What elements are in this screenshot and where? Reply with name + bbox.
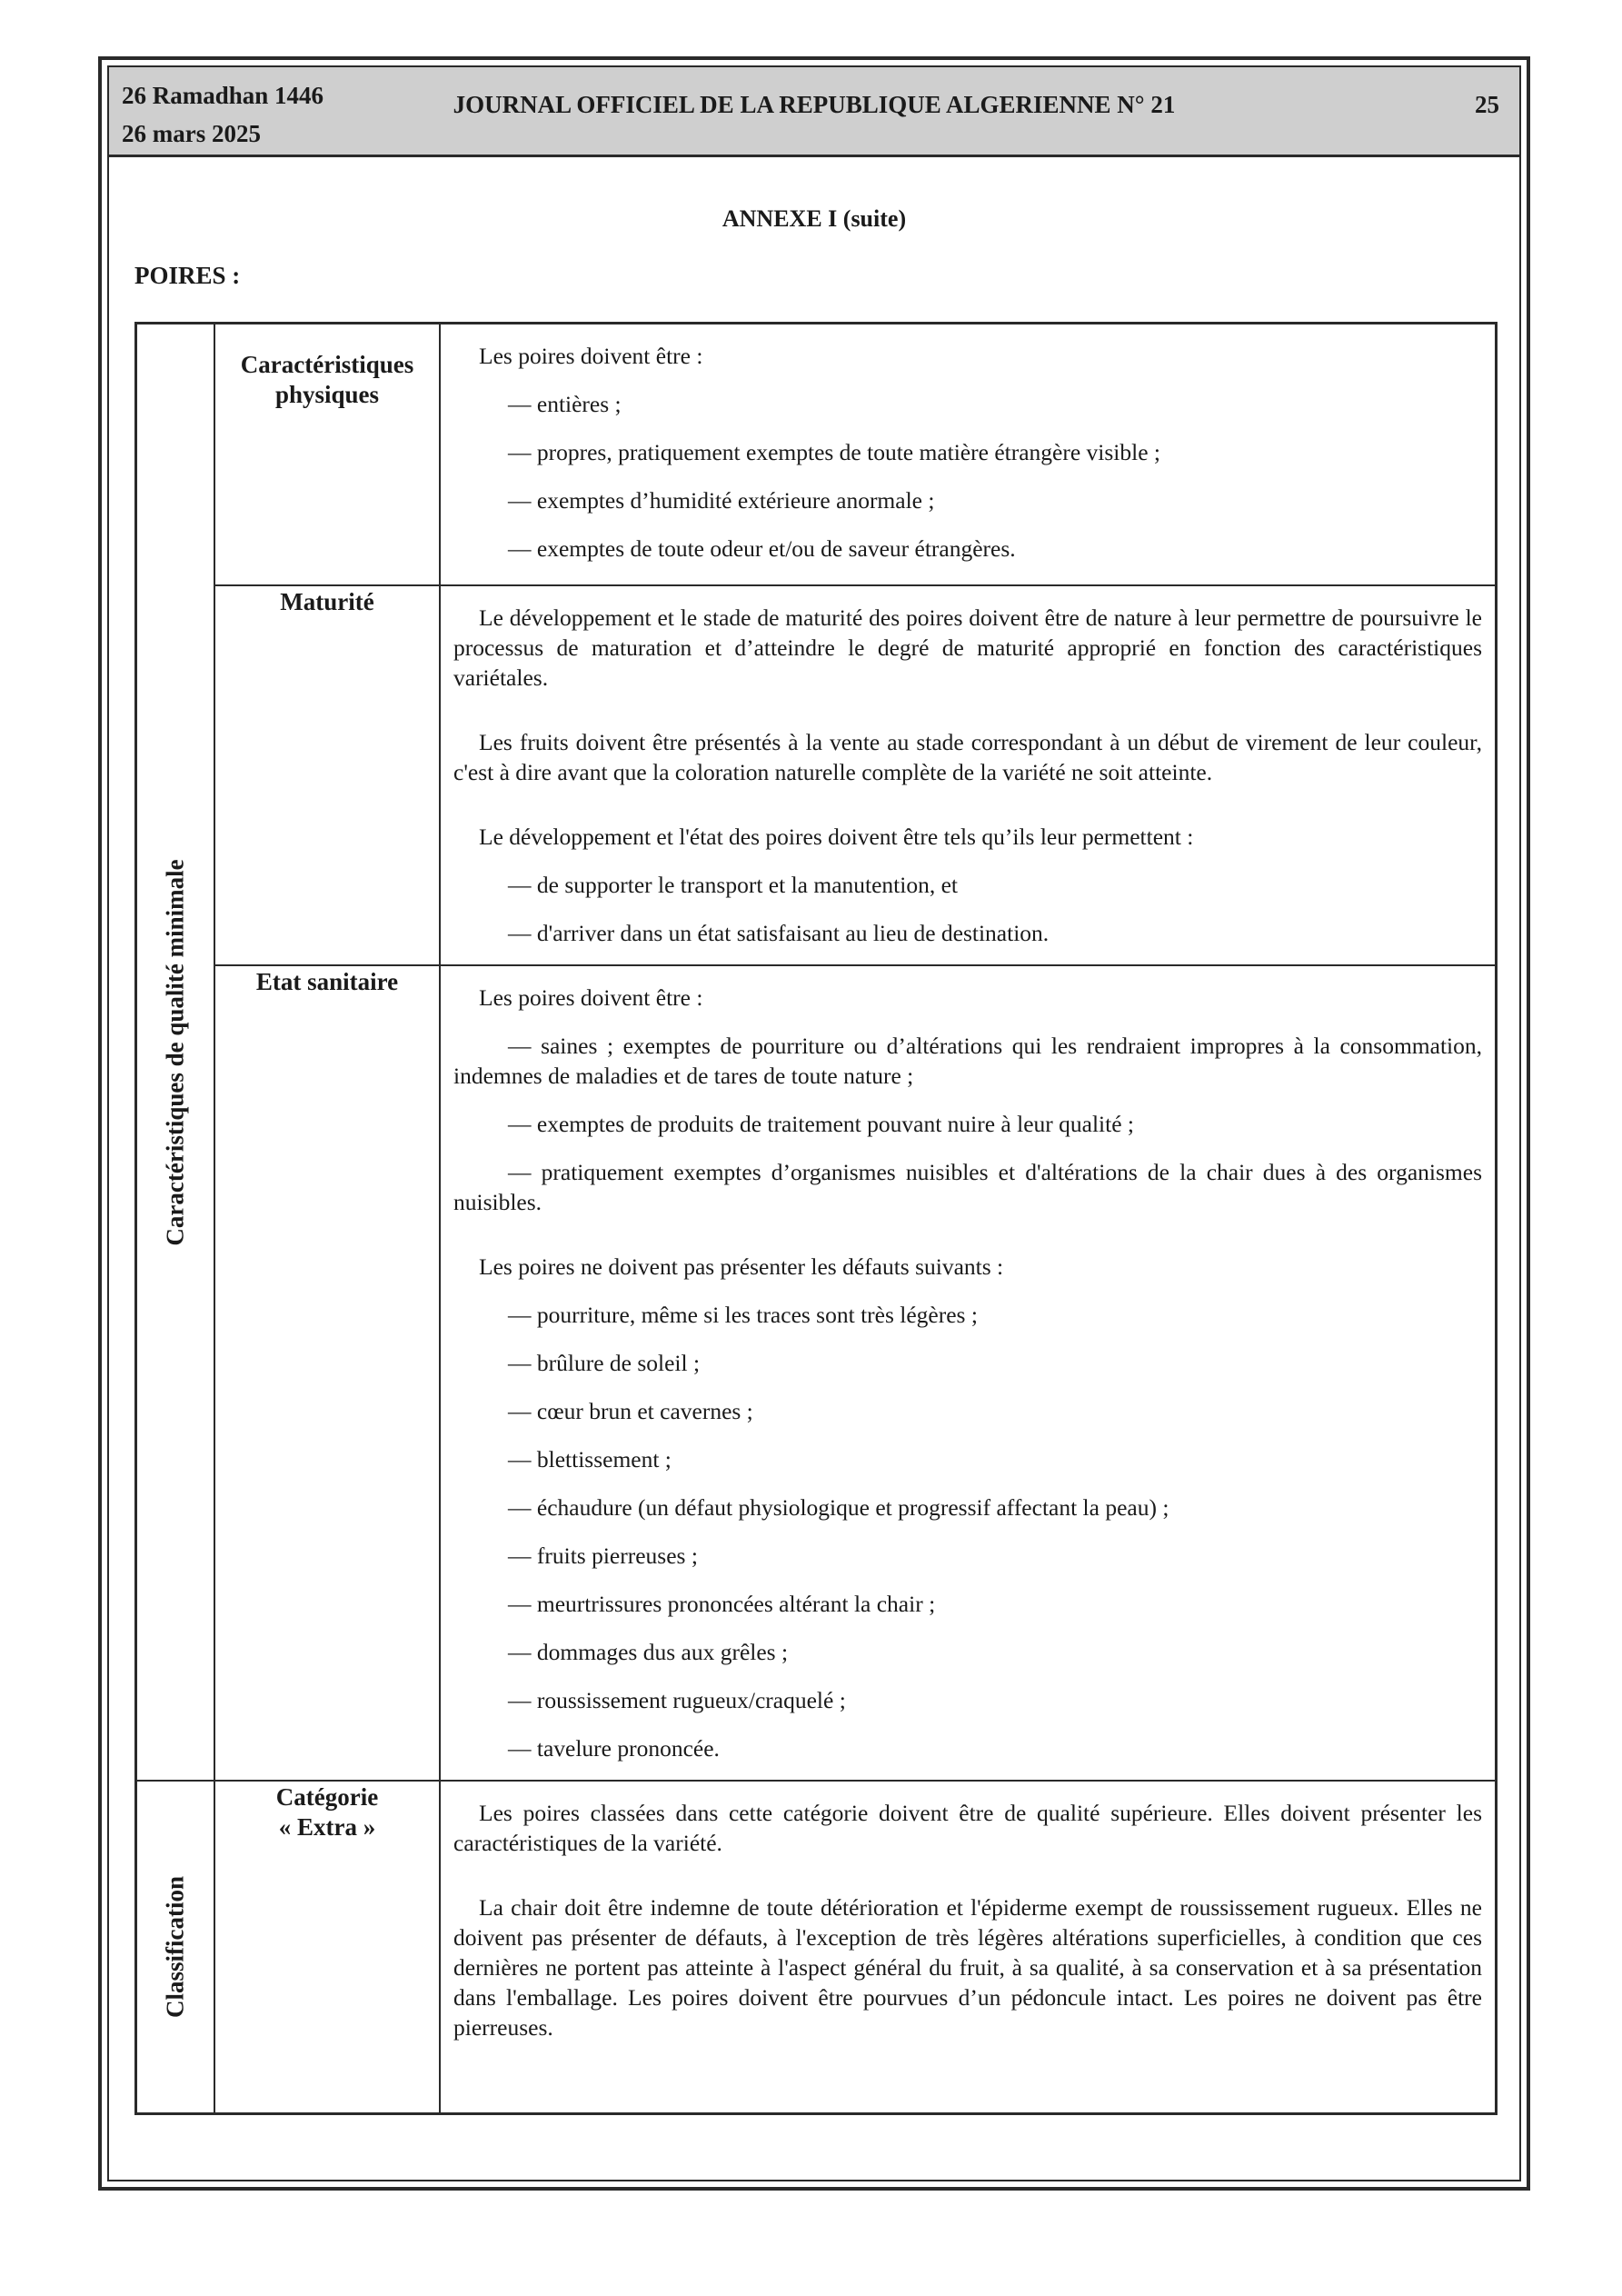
paragraph: Les fruits doivent être présentés à la vente au stade correspondant à un début de virement de leur couleur, c'est à dire avant que la coloration naturelle complète de la variété ne soit atteinte. <box>453 729 1482 785</box>
quality-table <box>134 322 1498 2115</box>
list-item: — tavelure prononcée. <box>508 1735 720 1762</box>
list-item: — exemptes de toute odeur et/ou de saveur étrangères. <box>508 535 1016 562</box>
annexe-title: ANNEXE I (suite) <box>721 205 907 232</box>
group-quality <box>136 324 215 1782</box>
paragraph: Le développement et le stade de maturité des poires doivent être de nature à leur permettre de poursuivre le processus de maturation et d’atteindre le degré de maturité approprié en fonction des caractéristiques variétales. <box>453 604 1482 691</box>
paragraph: Les poires doivent être : <box>479 984 703 1011</box>
row-label-line: « Extra » <box>278 1813 376 1841</box>
table-row-maturity <box>136 585 1497 965</box>
hijri-date: 26 Ramadhan 1446 <box>122 82 324 109</box>
section-title: POIRES : <box>134 262 241 289</box>
row-content-sanitary <box>440 965 1497 1781</box>
row-label-maturity: Maturité <box>214 585 440 965</box>
page-frame <box>98 56 1530 2191</box>
list-item: — exemptes de produits de traitement pouvant nuire à leur qualité ; <box>508 1111 1134 1137</box>
row-label-line: Caractéristiques <box>240 351 414 378</box>
group-quality-label: Caractéristiques de qualité minimale <box>161 858 189 1246</box>
list-item: — brûlure de soleil ; <box>508 1350 701 1376</box>
table-row-physical <box>136 324 1497 586</box>
list-item: — échaudure (un défaut physiologique et progressif affectant la peau) ; <box>508 1494 1169 1521</box>
row-content-extra <box>440 1781 1497 2114</box>
row-label-physical <box>214 324 440 586</box>
list-item: — exemptes d’humidité extérieure anormale ; <box>508 487 935 514</box>
row-label-line: Catégorie <box>275 1783 379 1811</box>
paragraph: Le développement et l'état des poires doivent être tels qu’ils leur permettent : <box>479 824 1194 850</box>
list-item: — pratiquement exemptes d’organismes nuisibles et d'altérations de la chair dues à des organismes nuisibles. <box>453 1159 1482 1215</box>
row-content-physical <box>440 324 1497 586</box>
table-row-extra <box>136 1781 1497 2114</box>
journal-header <box>109 67 1519 157</box>
list-item: — dommages dus aux grêles ; <box>508 1639 789 1665</box>
list-item: — propres, pratiquement exemptes de toute matière étrangère visible ; <box>508 439 1160 465</box>
list-item: — d'arriver dans un état satisfaisant au lieu de destination. <box>508 920 1050 946</box>
paragraph: Les poires classées dans cette catégorie doivent être de qualité supérieure. Elles doivent présenter les caractéristiques de la variété. <box>453 1800 1482 1856</box>
paragraph: Les poires ne doivent pas présenter les défauts suivants : <box>479 1253 1004 1280</box>
page-number: 25 <box>1475 91 1499 118</box>
paragraph: La chair doit être indemne de toute détérioration et l'épiderme exempt de roussissement rugueux. Elles ne doivent pas présenter de défauts, à l'exception de très légères altérations superficielles, à condition que ces dernières ne portent pas atteinte à l'aspect général du fruit, à sa qualité, à sa conservation et à sa présentation dans l'emballage. Les poires doivent être pourvues d’un pédoncule intact. Les poires ne doivent pas être pierreuses. <box>453 1894 1482 2041</box>
list-item: — entières ; <box>508 391 622 417</box>
page-inner-frame <box>107 65 1521 2181</box>
list-item: — roussissement rugueux/craquelé ; <box>508 1687 846 1713</box>
list-item: — cœur brun et cavernes ; <box>508 1398 753 1424</box>
row-label-line: physiques <box>274 381 380 408</box>
list-item: — pourriture, même si les traces sont très légères ; <box>508 1302 978 1328</box>
gregorian-date: 26 mars 2025 <box>122 120 261 147</box>
list-item: — fruits pierreuses ; <box>508 1542 698 1569</box>
list-item: — de supporter le transport et la manutention, et <box>508 872 958 898</box>
list-item: — saines ; exemptes de pourriture ou d’altérations qui les rendraient impropres à la consommation, indemnes de maladies et de tares de toute nature ; <box>453 1033 1482 1089</box>
paragraph: Les poires doivent être : <box>479 343 703 369</box>
row-label-extra <box>214 1781 440 2114</box>
list-item: — meurtrissures prononcées altérant la chair ; <box>508 1591 936 1617</box>
row-content-maturity <box>440 585 1497 965</box>
journal-title: JOURNAL OFFICIEL DE LA REPUBLIQUE ALGERIENNE N° 21 <box>453 91 1176 118</box>
list-item: — blettissement ; <box>508 1446 672 1472</box>
group-classification-label: Classification <box>161 1875 189 2019</box>
table-row-sanitary <box>136 965 1497 1781</box>
group-classification <box>136 1781 215 2114</box>
row-label-sanitary: Etat sanitaire <box>214 965 440 1781</box>
